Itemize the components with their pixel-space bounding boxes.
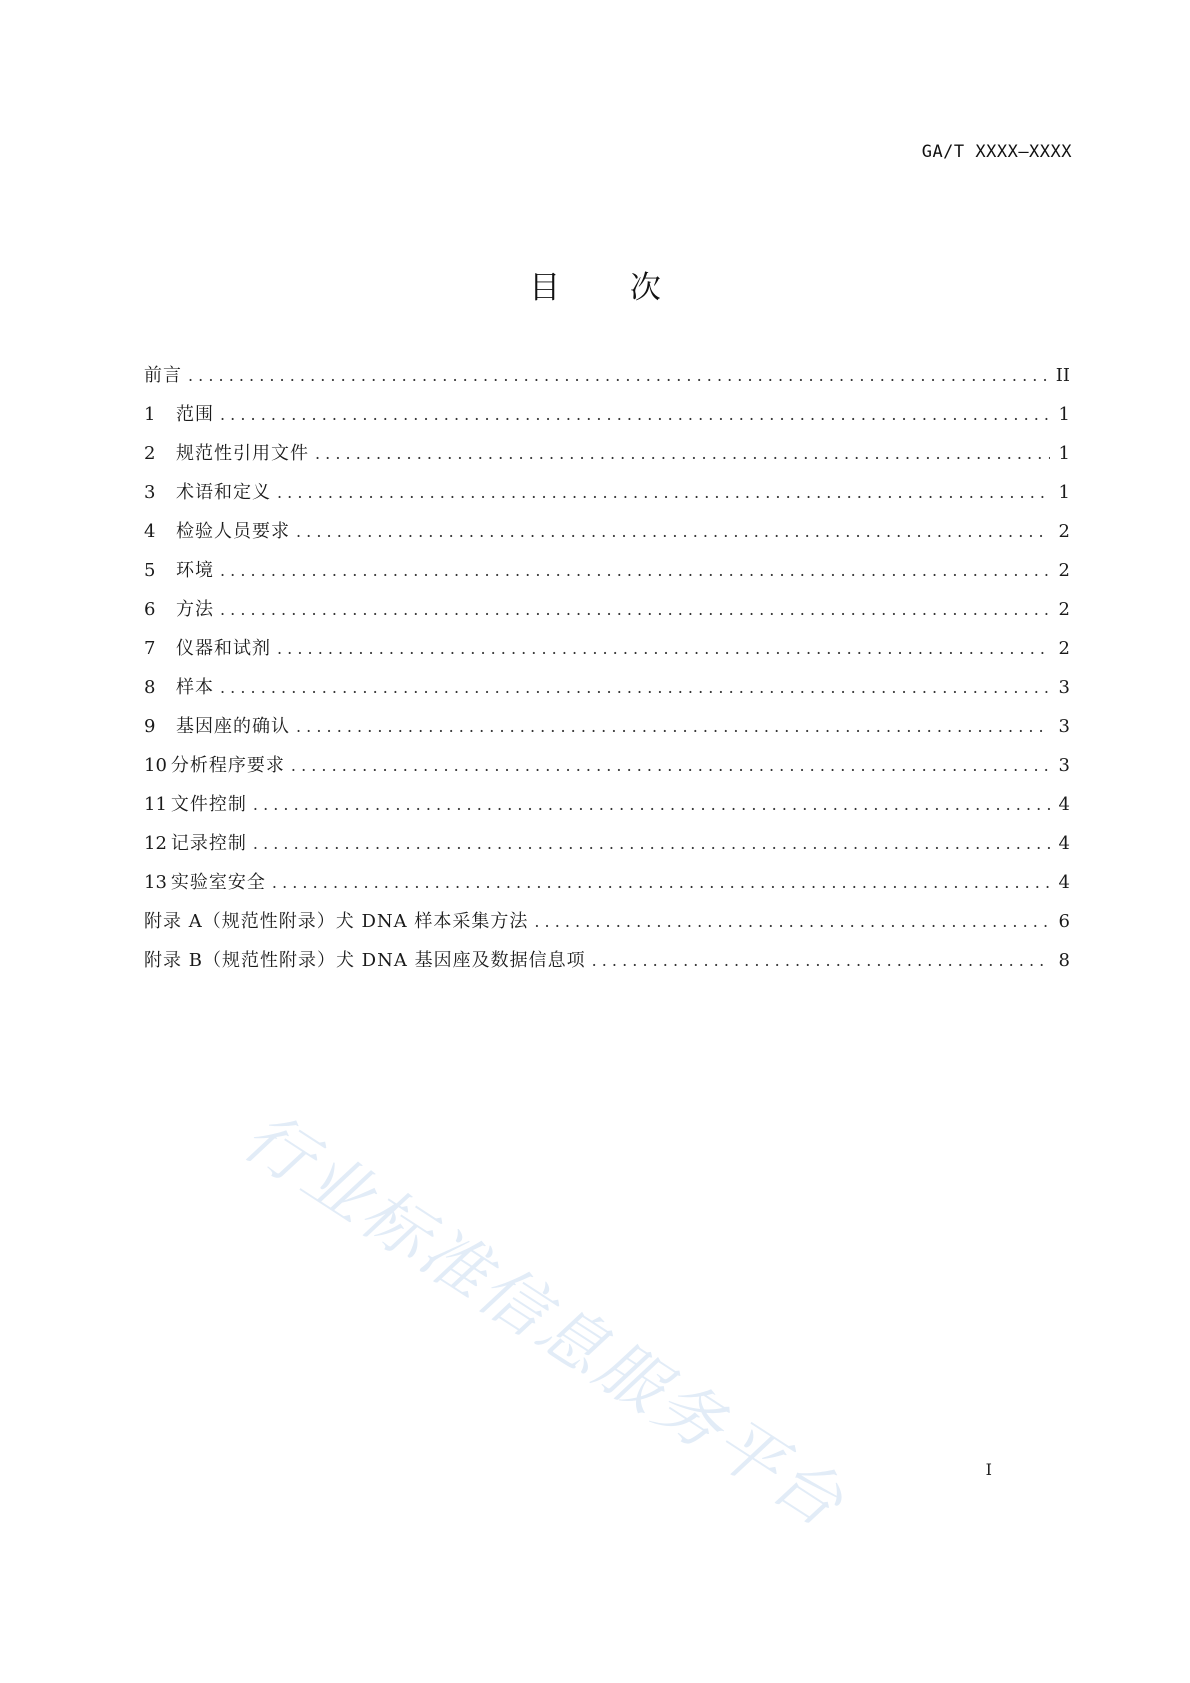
toc-entry-appendix-a[interactable] <box>144 902 1070 941</box>
toc-entry-12[interactable] <box>144 824 1070 863</box>
toc-entry-label: 术语和定义 <box>176 482 271 503</box>
toc-entry-11[interactable] <box>144 785 1070 824</box>
toc-entry-page: 1 <box>1058 443 1070 464</box>
toc-entry-number: 13 <box>144 872 167 893</box>
toc-leader-dots <box>272 863 1050 902</box>
toc-leader-dots <box>277 629 1050 668</box>
toc-entry-3[interactable] <box>144 473 1070 512</box>
toc-entry-number: 9 <box>144 716 156 737</box>
page-number: I <box>985 1460 992 1479</box>
toc-entry-page: 2 <box>1058 638 1070 659</box>
toc-leader-dots <box>220 590 1050 629</box>
toc-entry-number: 6 <box>144 599 156 620</box>
toc-entry-number: 5 <box>144 560 156 581</box>
toc-entry-5[interactable] <box>144 551 1070 590</box>
toc-entry-label: 分析程序要求 <box>170 755 285 776</box>
toc-entry-label: 记录控制 <box>170 833 247 854</box>
toc-leader-dots <box>253 785 1050 824</box>
toc-entry-page: II <box>1055 365 1070 386</box>
toc-leader-dots <box>253 824 1050 863</box>
toc-entry-page: 3 <box>1058 716 1070 737</box>
table-of-contents <box>144 356 1070 980</box>
toc-entry-9[interactable] <box>144 707 1070 746</box>
toc-entry-1[interactable] <box>144 395 1070 434</box>
toc-entry-label: 规范性引用文件 <box>176 443 309 464</box>
toc-entry-page: 2 <box>1058 599 1070 620</box>
toc-entry-page: 2 <box>1058 560 1070 581</box>
toc-leader-dots <box>296 512 1050 551</box>
toc-entry-foreword[interactable] <box>144 356 1070 395</box>
toc-entry-number: 1 <box>144 404 156 425</box>
toc-entry-label: 基因座的确认 <box>176 716 290 737</box>
toc-entry-label: 样本 <box>176 677 214 698</box>
toc-leader-dots <box>220 395 1050 434</box>
toc-entry-label: 实验室安全 <box>170 872 266 893</box>
toc-leader-dots <box>188 356 1050 395</box>
toc-leader-dots <box>291 746 1050 785</box>
toc-leader-dots <box>315 434 1050 473</box>
toc-entry-number: 11 <box>144 794 167 815</box>
toc-entry-10[interactable] <box>144 746 1070 785</box>
toc-entry-4[interactable] <box>144 512 1070 551</box>
document-code: GA/T XXXX—XXXX <box>921 142 1072 162</box>
page-title: 目 次 <box>529 270 691 306</box>
toc-entry-page: 4 <box>1058 833 1070 854</box>
toc-leader-dots <box>220 668 1050 707</box>
toc-entry-label: 范围 <box>176 404 214 425</box>
toc-leader-dots <box>534 902 1050 941</box>
toc-entry-page: 3 <box>1058 677 1070 698</box>
toc-entry-label: 方法 <box>176 599 214 620</box>
toc-entry-6[interactable] <box>144 590 1070 629</box>
toc-entry-label: 环境 <box>176 560 214 581</box>
toc-entry-page: 1 <box>1058 404 1070 425</box>
watermark: 行业标准信息服务平台 <box>229 1097 859 1544</box>
toc-entry-page: 1 <box>1058 482 1070 503</box>
toc-entry-label: 文件控制 <box>170 794 247 815</box>
toc-entry-13[interactable] <box>144 863 1070 902</box>
toc-leader-dots <box>220 551 1050 590</box>
toc-entry-page: 8 <box>1058 950 1070 971</box>
toc-entry-page: 6 <box>1058 911 1070 932</box>
toc-entry-page: 2 <box>1058 521 1070 542</box>
toc-entry-appendix-b[interactable] <box>144 941 1070 980</box>
toc-entry-7[interactable] <box>144 629 1070 668</box>
toc-entry-2[interactable] <box>144 434 1070 473</box>
toc-entry-number: 12 <box>144 833 167 854</box>
toc-entry-label: 检验人员要求 <box>176 521 290 542</box>
toc-entry-number: 8 <box>144 677 156 698</box>
toc-entry-8[interactable] <box>144 668 1070 707</box>
toc-entry-number: 2 <box>144 443 156 464</box>
toc-entry-label: 前言 <box>144 365 182 386</box>
toc-entry-label: 附录 B（规范性附录）犬 DNA 基因座及数据信息项 <box>144 950 586 971</box>
toc-entry-number: 4 <box>144 521 156 542</box>
toc-entry-number: 10 <box>144 755 167 776</box>
toc-entry-page: 4 <box>1058 872 1070 893</box>
toc-entry-page: 4 <box>1058 794 1070 815</box>
toc-leader-dots <box>277 473 1050 512</box>
toc-leader-dots <box>296 707 1050 746</box>
toc-entry-label: 仪器和试剂 <box>176 638 271 659</box>
toc-entry-label: 附录 A（规范性附录）犬 DNA 样本采集方法 <box>144 911 529 932</box>
toc-entry-number: 7 <box>144 638 156 659</box>
toc-entry-number: 3 <box>144 482 156 503</box>
toc-entry-page: 3 <box>1058 755 1070 776</box>
toc-leader-dots <box>592 941 1050 980</box>
